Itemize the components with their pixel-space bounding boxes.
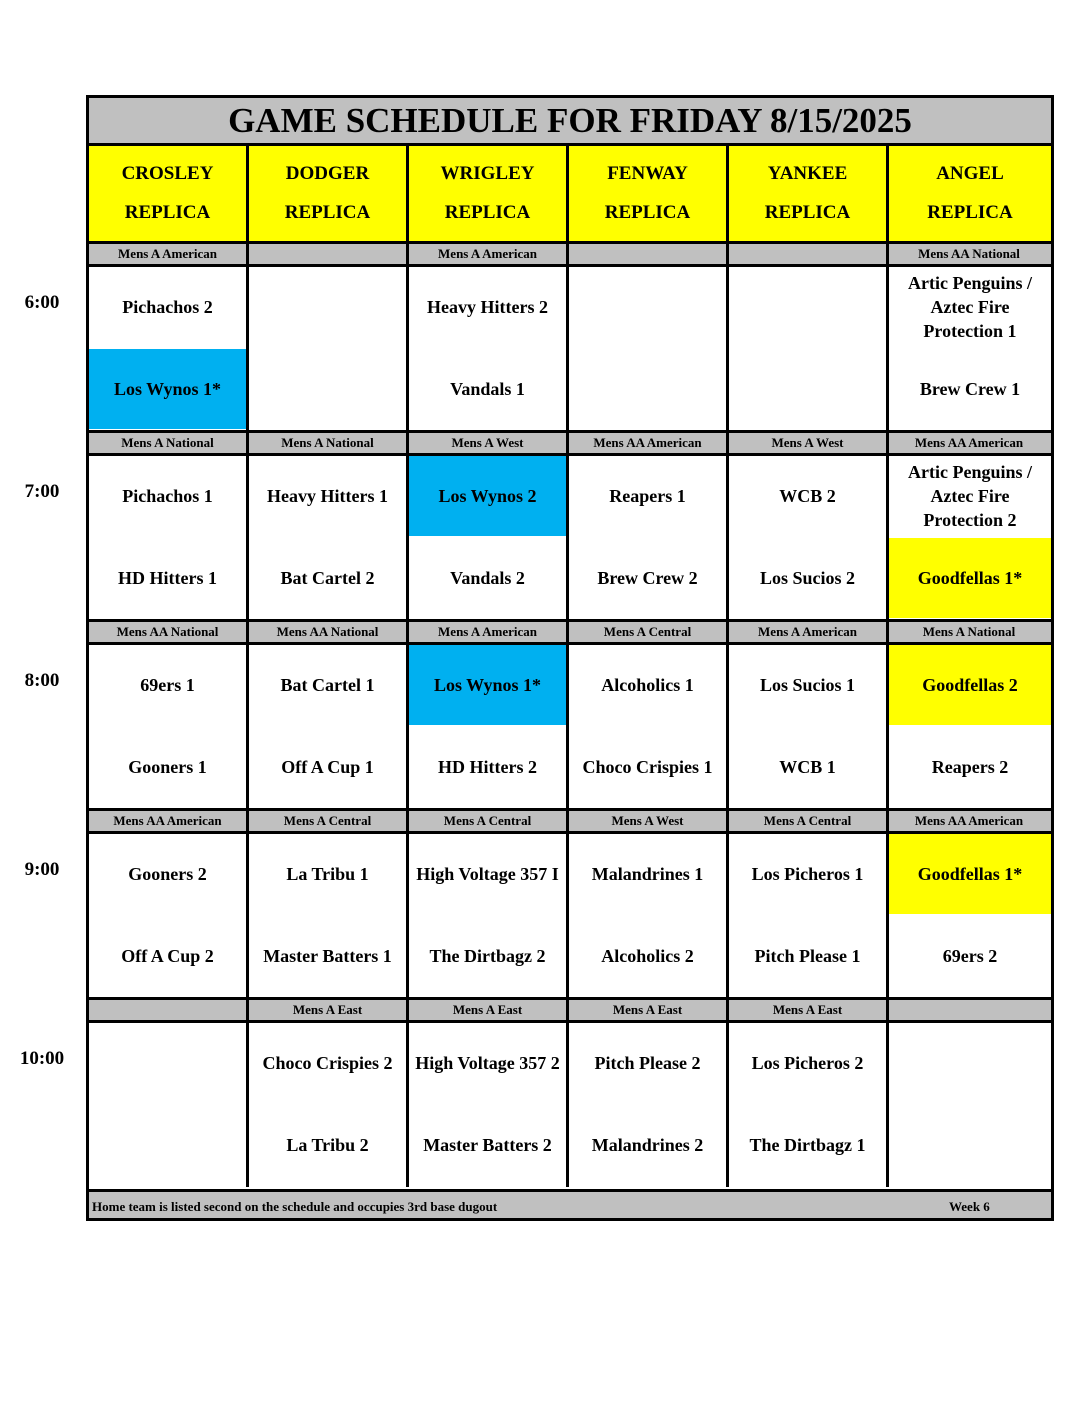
- division-label: Mens A Central: [409, 811, 569, 831]
- division-label: Mens AA American: [914, 813, 1024, 828]
- team-name: Reapers 1: [609, 486, 686, 506]
- division-label: [729, 244, 889, 264]
- team-name: Pichachos 1: [122, 486, 213, 506]
- field-name: WRIGLEY: [440, 163, 535, 184]
- home-team-cell: [729, 727, 886, 807]
- team-name: Los Wynos 2: [438, 486, 537, 506]
- home-team-cell: [249, 349, 406, 429]
- away-team-cell: [569, 645, 726, 725]
- home-team-cell: [409, 349, 566, 429]
- team-name: High Voltage 357 2: [415, 1053, 560, 1073]
- team-name: WCB 1: [779, 757, 836, 777]
- division-label: Mens A West: [729, 433, 889, 453]
- away-team-cell: [569, 1023, 726, 1103]
- team-name: Pichachos 2: [122, 297, 213, 317]
- time-label: 9:00: [24, 859, 60, 880]
- away-team-cell: [89, 1023, 246, 1103]
- team-name: Pitch Please 2: [594, 1053, 701, 1073]
- team-name: Heavy Hitters 2: [427, 297, 548, 317]
- division-label: Mens AA National: [249, 622, 409, 642]
- home-team-cell: [249, 538, 406, 618]
- footer-note: Home team is listed second on the schedule and occupies 3rd base dugout: [92, 1199, 498, 1214]
- team-name: Bat Cartel 1: [280, 675, 375, 695]
- field-type: REPLICA: [927, 202, 1013, 223]
- team-name: Heavy Hitters 1: [267, 486, 388, 506]
- home-team-cell: [569, 349, 726, 429]
- home-team-cell: [569, 727, 726, 807]
- division-label: Mens A East: [409, 1000, 569, 1020]
- team-name: Goodfellas 2: [922, 675, 1018, 695]
- division-label: Mens A West: [569, 811, 729, 831]
- away-team-cell: [889, 834, 1051, 914]
- team-name: Brew Crew 2: [597, 568, 698, 588]
- home-team-cell: [729, 349, 886, 429]
- division-label: Mens A East: [249, 1000, 409, 1020]
- team-name: Goodfellas 1*: [917, 568, 1023, 588]
- away-team-cell: [569, 834, 726, 914]
- home-team-cell: [569, 916, 726, 996]
- division-label: Mens A American: [409, 244, 569, 264]
- team-name: The Dirtbagz 1: [749, 1135, 866, 1155]
- home-team-cell: [729, 538, 886, 618]
- team-name: The Dirtbagz 2: [429, 946, 546, 966]
- field-name: DODGER: [285, 163, 370, 184]
- away-team-cell: [249, 645, 406, 725]
- home-team-cell: [249, 1105, 406, 1185]
- team-name: WCB 2: [779, 486, 836, 506]
- team-name: 69ers 2: [942, 946, 998, 966]
- team-name: Los Picheros 2: [751, 1053, 864, 1073]
- away-team-cell: [729, 645, 886, 725]
- schedule-sheet: [86, 95, 1054, 1221]
- field-header: [89, 146, 249, 244]
- home-team-cell: [249, 727, 406, 807]
- field-name: YANKEE: [767, 163, 848, 184]
- home-team-cell: [889, 349, 1051, 429]
- division-label: Mens A West: [409, 433, 569, 453]
- home-team-cell: [729, 1105, 886, 1185]
- away-team-cell: [569, 456, 726, 536]
- away-team-cell: [249, 834, 406, 914]
- team-name: Los Wynos 1*: [433, 675, 542, 695]
- away-team-cell: [729, 456, 886, 536]
- team-name: High Voltage 357 I: [416, 864, 559, 884]
- team-name: Alcoholics 2: [601, 946, 694, 966]
- field-header: [729, 146, 889, 244]
- away-team-cell: [889, 456, 1051, 536]
- field-header: [889, 146, 1051, 244]
- team-name: La Tribu 1: [286, 864, 369, 884]
- away-team-cell: [729, 834, 886, 914]
- week-label: Week 6: [949, 1199, 990, 1214]
- away-team-cell: [409, 1023, 566, 1103]
- away-team-cell: [409, 645, 566, 725]
- away-team-cell: [409, 834, 566, 914]
- team-name: Off A Cup 2: [121, 946, 214, 966]
- team-name: Master Batters 2: [423, 1135, 552, 1155]
- division-label: [889, 1000, 1049, 1020]
- division-label: Mens A National: [249, 433, 409, 453]
- field-type: REPLICA: [284, 202, 371, 223]
- field-type: REPLICA: [764, 202, 851, 223]
- division-row: [89, 619, 1051, 645]
- team-name: 69ers 1: [140, 675, 195, 695]
- away-team-cell: [249, 1023, 406, 1103]
- home-team-cell: [89, 538, 246, 618]
- away-team-cell: [409, 456, 566, 536]
- home-team-cell: [409, 538, 566, 618]
- field-type: REPLICA: [124, 202, 211, 223]
- division-label: Mens A American: [89, 244, 249, 264]
- division-label: Mens AA American: [569, 433, 729, 453]
- division-label: Mens AA American: [89, 811, 249, 831]
- division-row: [89, 241, 1051, 267]
- team-name: Artic Penguins / Aztec Fire Protection 1: [908, 273, 1032, 341]
- team-name: Off A Cup 1: [281, 757, 374, 777]
- home-team-cell: [409, 916, 566, 996]
- field-header: [569, 146, 729, 244]
- division-label: Mens A East: [729, 1000, 889, 1020]
- team-name: Los Wynos 1*: [113, 379, 222, 399]
- home-team-cell: [409, 1105, 566, 1185]
- page-title: GAME SCHEDULE FOR FRIDAY 8/15/2025: [89, 98, 1051, 146]
- away-team-cell: [409, 267, 566, 347]
- team-name: Reapers 2: [931, 757, 1009, 777]
- division-label: Mens A National: [89, 433, 249, 453]
- field-header: [249, 146, 409, 244]
- home-team-cell: [889, 727, 1051, 807]
- home-team-cell: [249, 916, 406, 996]
- away-team-cell: [569, 267, 726, 347]
- home-team-cell: [889, 916, 1051, 996]
- away-team-cell: [249, 456, 406, 536]
- team-name: Choco Crispies 2: [262, 1053, 393, 1073]
- away-team-cell: [729, 1023, 886, 1103]
- field-type: REPLICA: [444, 202, 531, 223]
- team-name: Artic Penguins / Aztec Fire Protection 2: [908, 462, 1032, 530]
- division-label: Mens A East: [569, 1000, 729, 1020]
- field-header: [409, 146, 569, 244]
- team-name: Los Sucios 2: [759, 568, 856, 588]
- team-name: Master Batters 1: [263, 946, 392, 966]
- home-team-cell: [889, 1105, 1051, 1185]
- away-team-cell: [249, 267, 406, 347]
- team-name: La Tribu 2: [286, 1135, 369, 1155]
- division-label: Mens A American: [409, 622, 569, 642]
- division-row: [89, 808, 1051, 834]
- time-label: 7:00: [24, 481, 60, 502]
- away-team-cell: [89, 456, 246, 536]
- team-name: Gooners 2: [128, 864, 207, 884]
- team-name: Brew Crew 1: [919, 379, 1021, 399]
- division-label: Mens A American: [729, 622, 889, 642]
- away-team-cell: [729, 267, 886, 347]
- division-label: Mens A Central: [249, 811, 409, 831]
- team-name: Los Sucios 1: [759, 675, 856, 695]
- home-team-cell: [89, 349, 246, 429]
- team-name: Choco Crispies 1: [582, 757, 713, 777]
- time-label: 6:00: [24, 292, 60, 313]
- time-label: 10:00: [19, 1048, 65, 1069]
- home-team-cell: [89, 916, 246, 996]
- away-team-cell: [89, 834, 246, 914]
- team-name: Pitch Please 1: [754, 946, 861, 966]
- team-name: Los Picheros 1: [751, 864, 864, 884]
- away-team-cell: [89, 267, 246, 347]
- team-name: HD Hitters 2: [438, 757, 537, 777]
- away-team-cell: [89, 645, 246, 725]
- time-label: 8:00: [24, 670, 60, 691]
- division-label: [569, 244, 729, 264]
- field-type: REPLICA: [604, 202, 691, 223]
- team-name: Gooners 1: [128, 757, 207, 777]
- division-label: Mens A Central: [569, 622, 729, 642]
- team-name: Alcoholics 1: [601, 675, 694, 695]
- team-name: Vandals 1: [450, 379, 525, 399]
- division-label: Mens A Central: [729, 811, 889, 831]
- home-team-cell: [569, 1105, 726, 1185]
- division-label: Mens AA American: [914, 435, 1024, 450]
- team-name: Malandrines 1: [591, 864, 704, 884]
- division-label: Mens AA National: [918, 246, 1020, 261]
- team-name: Bat Cartel 2: [280, 568, 375, 588]
- field-name: CROSLEY: [121, 163, 214, 184]
- home-team-cell: [569, 538, 726, 618]
- away-team-cell: [889, 645, 1051, 725]
- home-team-cell: [889, 538, 1051, 618]
- division-label: [249, 244, 409, 264]
- home-team-cell: [409, 727, 566, 807]
- team-name: Malandrines 2: [591, 1135, 704, 1155]
- division-label: Mens A National: [922, 624, 1016, 639]
- division-label: [89, 1000, 249, 1020]
- division-row: [89, 997, 1051, 1023]
- field-name: FENWAY: [607, 163, 688, 184]
- team-name: Goodfellas 1*: [917, 864, 1023, 884]
- team-name: HD Hitters 1: [118, 568, 217, 588]
- home-team-cell: [89, 1105, 246, 1185]
- team-name: Vandals 2: [450, 568, 525, 588]
- division-label: Mens AA National: [89, 622, 249, 642]
- division-row: [89, 430, 1051, 456]
- away-team-cell: [889, 1023, 1051, 1103]
- home-team-cell: [729, 916, 886, 996]
- away-team-cell: [889, 267, 1051, 347]
- footer-bar: [89, 1189, 1051, 1218]
- home-team-cell: [89, 727, 246, 807]
- field-name: ANGEL: [936, 163, 1004, 184]
